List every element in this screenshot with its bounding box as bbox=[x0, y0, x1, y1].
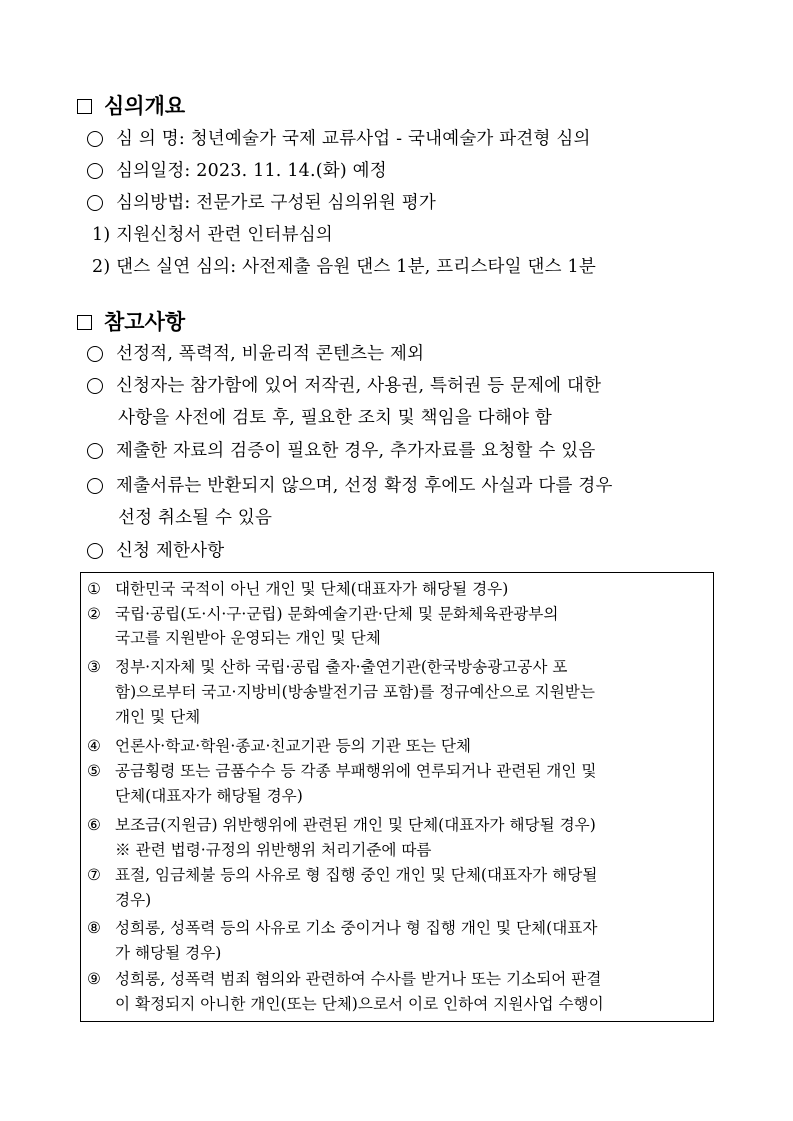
overview-sub-item: 1) 지원신청서 관련 인터뷰심의 bbox=[92, 225, 333, 245]
restriction-text: 국립·공립(도·시·구·군립) 문화예술기관·단체 및 문화체육관광부의 bbox=[115, 605, 559, 623]
circle-bullet-icon bbox=[87, 163, 103, 179]
restriction-item bbox=[87, 656, 567, 678]
circle-bullet-icon bbox=[87, 478, 103, 494]
note-item bbox=[87, 439, 596, 463]
section-title: 참고사항 bbox=[104, 310, 186, 334]
restriction-text-continuation: 개인 및 단체 bbox=[115, 708, 201, 726]
note-item bbox=[87, 374, 601, 398]
restriction-item bbox=[87, 603, 558, 625]
note-item-text: 신청 제한사항 bbox=[116, 541, 225, 561]
circle-bullet-icon bbox=[87, 378, 103, 394]
note-item bbox=[87, 539, 224, 563]
restriction-number: ③ bbox=[87, 658, 101, 676]
restriction-item bbox=[87, 968, 601, 990]
restriction-number: ⑥ bbox=[87, 816, 101, 834]
restriction-item bbox=[87, 864, 597, 886]
restriction-number: ⑨ bbox=[87, 970, 101, 988]
restriction-text-continuation: 이 확정되지 아니한 개인(또는 단체)으로서 이로 인하여 지원사업 수행이 bbox=[115, 995, 604, 1013]
restriction-item bbox=[87, 917, 597, 939]
restriction-text: 성희롱, 성폭력 범죄 혐의와 관련하여 수사를 받거나 또는 기소되어 판결 bbox=[115, 970, 602, 988]
restriction-number: ⑧ bbox=[87, 919, 101, 937]
overview-item-text: 심 의 명: 청년예술가 국제 교류사업 - 국내예술가 파견형 심의 bbox=[116, 129, 591, 149]
note-item-continuation: 선정 취소될 수 있음 bbox=[118, 508, 273, 528]
restriction-number: ④ bbox=[87, 737, 101, 755]
circle-bullet-icon bbox=[87, 443, 103, 459]
note-item-text: 제출한 자료의 검증이 필요한 경우, 추가자료를 요청할 수 있음 bbox=[116, 441, 596, 461]
restriction-text-continuation: 단체(대표자가 해당될 경우) bbox=[115, 787, 303, 805]
restriction-item bbox=[87, 735, 471, 757]
circle-bullet-icon bbox=[87, 195, 103, 211]
note-item-text: 신청자는 참가함에 있어 저작권, 사용권, 특허권 등 문제에 대한 bbox=[116, 376, 602, 396]
section-heading-overview bbox=[77, 93, 185, 119]
restriction-text: 대한민국 국적이 아닌 개인 및 단체(대표자가 해당될 경우) bbox=[115, 580, 509, 598]
restriction-number: ① bbox=[87, 580, 101, 598]
overview-item bbox=[87, 127, 591, 151]
circle-bullet-icon bbox=[87, 543, 103, 559]
restriction-text: 보조금(지원금) 위반행위에 관련된 개인 및 단체(대표자가 해당될 경우) bbox=[115, 816, 596, 834]
section-heading-notes bbox=[77, 309, 185, 335]
restriction-text-continuation: 함)으로부터 국고·지방비(방송발전기금 포함)를 정규예산으로 지원받는 bbox=[115, 683, 595, 701]
restriction-item bbox=[87, 814, 596, 836]
note-item-text: 제출서류는 반환되지 않으며, 선정 확정 후에도 사실과 다를 경우 bbox=[116, 476, 613, 496]
restriction-number: ⑦ bbox=[87, 866, 101, 884]
overview-item-text: 심의일정: 2023. 11. 14.(화) 예정 bbox=[116, 161, 387, 181]
note-item-text: 선정적, 폭력적, 비윤리적 콘텐츠는 제외 bbox=[116, 344, 425, 364]
checkbox-square-icon bbox=[77, 99, 92, 114]
restriction-text: 성희롱, 성폭력 등의 사유로 기소 중이거나 형 집행 개인 및 단체(대표자 bbox=[115, 919, 598, 937]
restriction-number: ② bbox=[87, 605, 101, 623]
restriction-number: ⑤ bbox=[87, 762, 101, 780]
note-item bbox=[87, 342, 424, 366]
circle-bullet-icon bbox=[87, 346, 103, 362]
restriction-text: 정부·지자체 및 산하 국립·공립 출자·출연기관(한국방송광고공사 포 bbox=[115, 658, 568, 676]
overview-sub-item: 2) 댄스 실연 심의: 사전제출 음원 댄스 1분, 프리스타일 댄스 1분 bbox=[92, 257, 596, 277]
checkbox-square-icon bbox=[77, 315, 92, 330]
restriction-text: 표절, 임금체불 등의 사유로 형 집행 중인 개인 및 단체(대표자가 해당될 bbox=[115, 866, 598, 884]
note-item bbox=[87, 474, 613, 498]
restriction-note: ※ 관련 법령·규정의 위반행위 처리기준에 따름 bbox=[115, 841, 432, 859]
overview-item bbox=[87, 191, 436, 215]
restriction-item bbox=[87, 760, 596, 782]
overview-item-text: 심의방법: 전문가로 구성된 심의위원 평가 bbox=[116, 193, 436, 213]
circle-bullet-icon bbox=[87, 131, 103, 147]
restrictions-box bbox=[80, 572, 714, 1022]
overview-item bbox=[87, 159, 387, 183]
section-title: 심의개요 bbox=[104, 94, 186, 118]
restriction-text-continuation: 가 해당될 경우) bbox=[115, 944, 222, 962]
restriction-item bbox=[87, 578, 508, 600]
restriction-text-continuation: 경우) bbox=[115, 891, 152, 909]
restriction-text-continuation: 국고를 지원받아 운영되는 개인 및 단체 bbox=[115, 629, 381, 647]
restriction-text: 언론사·학교·학원·종교·친교기관 등의 기관 또는 단체 bbox=[115, 737, 471, 755]
restriction-text: 공금횡령 또는 금품수수 등 각종 부패행위에 연루되거나 관련된 개인 및 bbox=[115, 762, 597, 780]
note-item-continuation: 사항을 사전에 검토 후, 필요한 조치 및 책임을 다해야 함 bbox=[118, 408, 552, 428]
